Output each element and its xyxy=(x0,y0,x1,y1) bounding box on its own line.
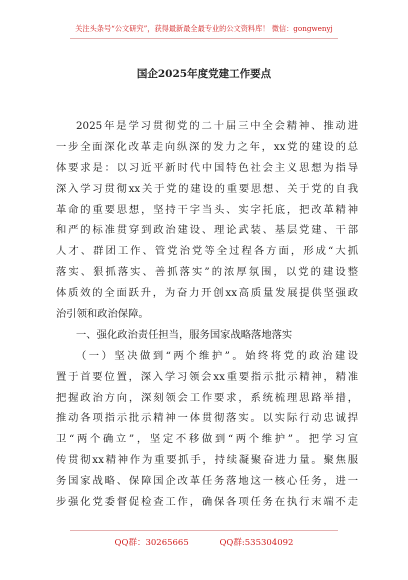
footer xyxy=(0,536,408,548)
footer-qq-group-2: QQ群:535304092 xyxy=(219,538,294,548)
document-title: 国企2025年度党建工作要点 xyxy=(136,68,272,80)
body-line: 体要求是：以习近平新时代中国特色社会主义思想为指导 xyxy=(56,161,358,174)
body-line: 卫“两个确立”，坚定不移做到“两个维护”。把学习宣 xyxy=(56,433,358,446)
document-body xyxy=(56,116,358,513)
body-line: 深入学习贯彻xx关于党的建设的重要思想、关于党的自我 xyxy=(56,182,358,195)
body-line: 体质效的全面跃升，为奋力开创xx高质量发展提供坚强政 xyxy=(56,287,358,300)
body-line: 一步全面深化改革走向纵深的发力之年，xx党的建设的总 xyxy=(56,140,358,153)
top-divider xyxy=(70,38,338,39)
top-banner: 关注头条号“公文研究”，获得最新最全最专业的公文资料库！ 微信：gongwenyj xyxy=(75,24,333,33)
body-line: 推动各项指示批示精神一体贯彻落实。以实际行动忠诚捍 xyxy=(56,412,358,425)
body-line: 传贯彻xx精神作为重要抓手，持续凝聚奋进力量。聚焦服 xyxy=(56,454,358,467)
body-line: 和严的标准贯穿到政治建设、理论武装、基层党建、干部 xyxy=(56,224,358,237)
body-line: 步强化党委督促检查工作，确保各项任务在执行末端不走 xyxy=(56,496,358,509)
bottom-divider xyxy=(70,530,338,531)
section-heading: 一、强化政治责任担当，服务国家战略落地落实 xyxy=(76,328,293,341)
body-line: 革命的重要思想，坚持干字当头、实字托底，把改革精神 xyxy=(56,203,358,216)
body-line: 人才、群团工作、管党治党等全过程各方面，形成“大抓 xyxy=(56,245,358,258)
subsection-heading: （一）坚决做到“两个维护”。始终将党的政治建设 xyxy=(76,349,358,362)
body-line: 置于首要位置，深入学习领会xx重要指示批示精神，精准 xyxy=(56,370,358,383)
body-line: 2025年是学习贯彻党的二十届三中全会精神、推动进 xyxy=(76,120,358,132)
body-line: 落实、狠抓落实、善抓落实”的浓厚氛围，以党的建设整 xyxy=(56,266,358,279)
footer-qq-group-1: QQ群：30265665 xyxy=(114,538,189,548)
body-line: 务国家战略、保障国企改革任务落地这一核心任务，进一 xyxy=(56,475,358,488)
body-line: 治引领和政治保障。 xyxy=(56,308,149,321)
body-line: 把握政治方向，深刻领会工作要求，系统梳理思路举措， xyxy=(56,391,358,404)
